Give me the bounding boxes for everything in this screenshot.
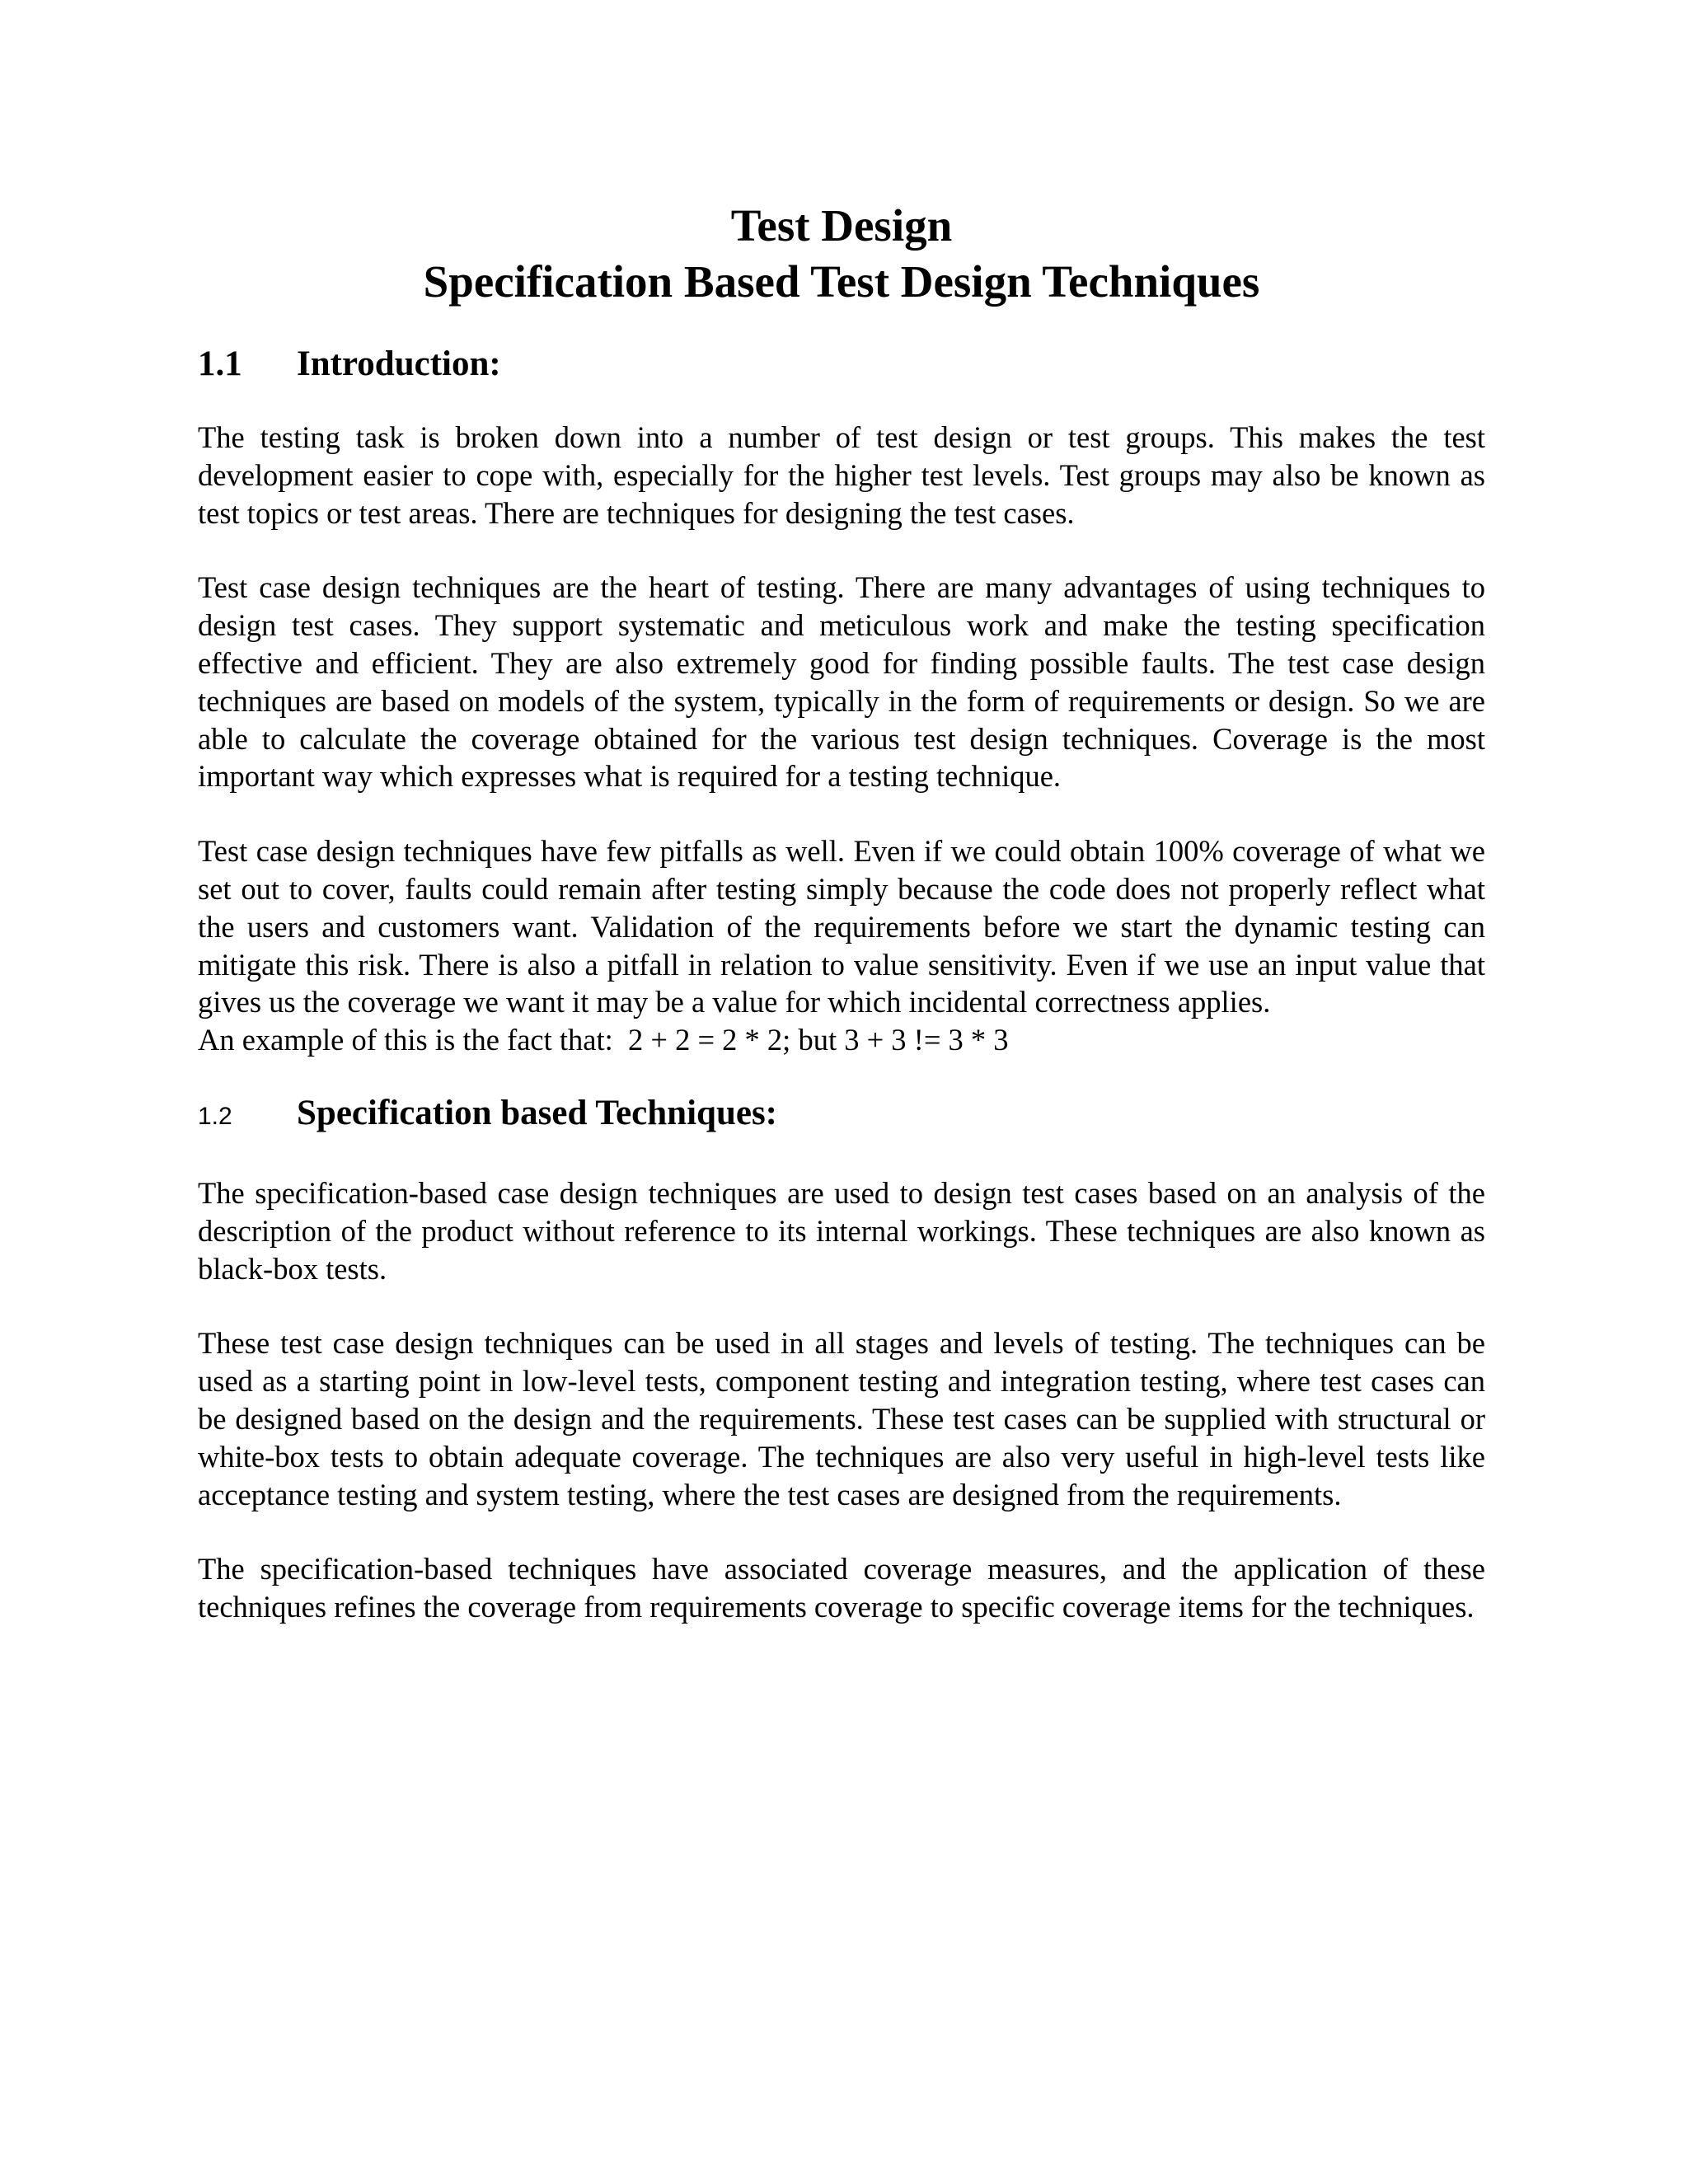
example-line: An example of this is the fact that: 2 + 2 = 2 * 2; but 3 + 3 != 3 * 3 bbox=[198, 1023, 1009, 1057]
title-line-1: Test Design bbox=[730, 200, 953, 251]
paragraph-spec-2: These test case design techniques can be used in all stages and levels of testing. The techniques can be used as a starting point in low-level tests, component testing and integration testing, where test cases can be designed based on the design and the requirements. These test cases can be supplied with structural or white-box tests to obtain adequate coverage. The techniques are also very useful in high-level tests like acceptance testing and system testing, where the test cases are designed from the requirements. bbox=[198, 1326, 1485, 1511]
document-page bbox=[198, 198, 1485, 1626]
paragraph-intro-2: Test case design techniques are the heart of testing. There are many advantages of using techniques to design test cases. They support systematic and meticulous work and make the testing specification effective and efficient. They are also extremely good for finding possible faults. The test case design techniques are based on models of the system, typically in the form of requirements or design. So we are able to calculate the coverage obtained for the various test design techniques. Coverage is the most important way which expresses what is required for a testing technique. bbox=[198, 570, 1485, 794]
section-heading-specification-based bbox=[198, 1092, 1485, 1138]
paragraph-spec-3: The specification-based techniques have associated coverage measures, and the application of these techniques refines the coverage from requirements coverage to specific coverage items for the techniques. bbox=[198, 1552, 1485, 1624]
section-heading-introduction bbox=[198, 343, 1485, 386]
paragraph-intro-1: The testing task is broken down into a number of test design or test groups. This makes the test development easier to cope with, especially for the higher test levels. Test groups may also be known as test topics or test areas. There are techniques for designing the test cases. bbox=[198, 420, 1485, 530]
paragraph-intro-3: Test case design techniques have few pitfalls as well. Even if we could obtain 100% coverage of what we set out to cover, faults could remain after testing simply because the code does not properly reflect what the users and customers want. Validation of the requirements before we start the dynamic testing can mitigate this risk. There is also a pitfall in relation to value sensitivity. Even if we use an input value that gives us the coverage we want it may be a value for which incidental correctness applies. bbox=[198, 834, 1485, 1019]
title-line-2: Specification Based Test Design Techniques bbox=[423, 256, 1260, 307]
section-number: 1.2 bbox=[198, 1102, 232, 1130]
paragraph-spec-1: The specification-based case design techniques are used to design test cases based on an analysis of the description of the product without reference to its internal workings. These techniques are also known as black-box tests. bbox=[198, 1175, 1485, 1286]
document-title bbox=[198, 198, 1485, 310]
section-title: Introduction: bbox=[297, 344, 501, 383]
section-title: Specification based Techniques: bbox=[297, 1093, 777, 1132]
section-number: 1.1 bbox=[198, 344, 242, 383]
